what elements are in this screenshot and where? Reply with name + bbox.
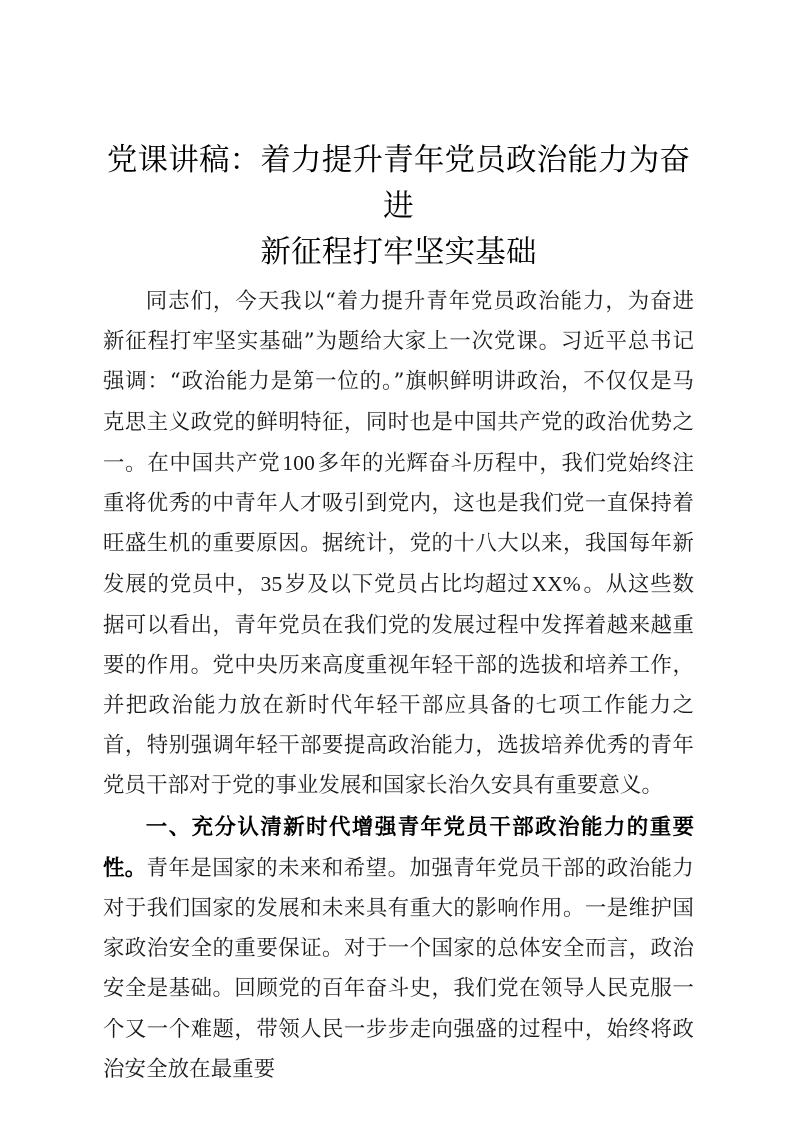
body-text-run: 岁及以下党员占比均超过	[284, 572, 530, 598]
inline-number: 35	[260, 572, 283, 597]
section-heading: 一、充分认清新时代增强青年党员干部政治能力的重要性。	[103, 814, 694, 880]
body-text-run: 同志们，今天我以“着力提升青年党员政治能力，为奋进新征程打牢坚实基础”为题给大家上一次党课。习近平总书记强调：“政治能力是第一位的。”旗帜鲜明讲政治，不仅仅是马克思主义政党的鲜明特征，同时也是中国共产党的政治优势之一。在中国共产党	[103, 289, 694, 476]
inline-number: 100	[282, 450, 315, 475]
inline-number: XX%	[531, 572, 581, 597]
document-content	[103, 137, 694, 1090]
document-title-line-1: 党课讲稿：着力提升青年党员政治能力为奋进	[106, 143, 691, 223]
opening-paragraph	[103, 282, 694, 807]
body-text-run: 青年是国家的未来和希望。加强青年党员干部的政治能力对于我们国家的发展和未来具有重大的影响作用。一是维护国家政治安全的重要保证。对于一个国家的总体安全而言，政治安全是基础。回顾党的百年奋斗史，我们党在领导人民克服一个又一个难题，带领人民一步步走向强盛的过程中，始终将政治安全放在最重要	[103, 855, 694, 1082]
body-text-run: 。从这些数据可以看出，青年党员在我们党的发展过程中发挥着越来越重要的作用。党中央历来高度重视年轻干部的选拔和培养工作，并把政治能力放在新时代年轻干部应具备的七项工作能力之首，特别强调年轻干部要提高政治能力，选拔培养优秀的青年党员干部对于党的事业发展和国家长治久安具有重要意义。	[103, 572, 694, 799]
section-one-paragraph	[103, 807, 694, 1090]
paragraph-container	[103, 282, 694, 1090]
document-title-line-2: 新征程打牢坚实基础	[260, 235, 537, 269]
document-title	[103, 137, 694, 275]
body-text-run: 多年的光辉奋斗历程中，我们党始终注重将优秀的中青年人才吸引到党内，这也是我们党一直保持着旺盛生机的重要原因。据统计，党的十八大以来，我国每年新发展的党员中，	[103, 450, 694, 598]
